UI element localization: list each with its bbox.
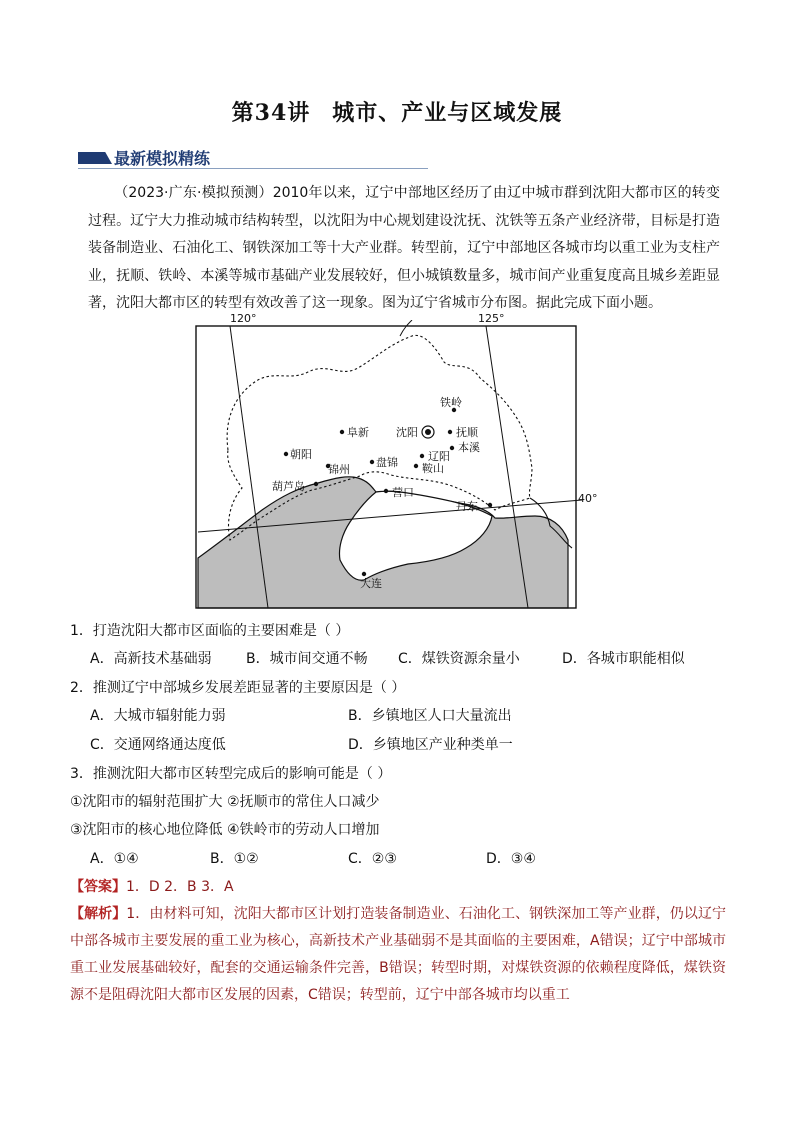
statement-line-2: ③沈阳市的核心地位降低 ④铁岭市的劳动人口增加 (70, 822, 380, 838)
lat-label-40: 40° (578, 492, 598, 505)
city-label-huludao: 葫芦岛 (272, 480, 305, 493)
question-passage (88, 180, 720, 318)
section-banner (78, 146, 428, 169)
option-d[interactable]: D．③④ (486, 851, 536, 867)
option-a[interactable]: A．高新技术基础弱 (90, 651, 212, 667)
option-b[interactable]: B．①② (210, 851, 259, 867)
analysis-tag: 【解析】 (70, 906, 127, 922)
option-a[interactable]: A．①④ (90, 851, 139, 867)
city-label-dalian: 大连 (360, 577, 382, 590)
city-dot-liaoyang (420, 454, 424, 458)
liaoning-city-map (190, 312, 610, 610)
option-b[interactable]: B．城市间交通不畅 (246, 651, 368, 667)
passage-source: （2023·广东·模拟预测） (114, 185, 273, 201)
statement-line-1: ①沈阳市的辐射范围扩大 ②抚顺市的常住人口减少 (70, 794, 380, 810)
city-label-jinzhou: 锦州 (328, 463, 350, 476)
city-dot-panjin (370, 460, 374, 464)
option-c[interactable]: C．②③ (348, 851, 397, 867)
city-dot-benxi (450, 446, 454, 450)
lecture-number: 第34讲 (231, 100, 311, 126)
analysis-block (70, 901, 726, 1009)
option-d[interactable]: D．各城市职能相似 (562, 651, 685, 667)
city-label-chaoyang: 朝阳 (290, 448, 312, 461)
banner-bar-icon (78, 152, 112, 164)
answer-text: 1．D 2．B 3．A (126, 879, 234, 895)
city-dot-fuxin (340, 430, 344, 434)
map-graphic (190, 320, 610, 610)
city-label-panjin: 盘锦 (376, 456, 398, 469)
city-label-dandong: 丹东 (456, 500, 478, 513)
city-dot-yingkou (384, 489, 388, 493)
city-dot-shenyang-core (425, 429, 431, 435)
city-dot-dandong (488, 503, 492, 507)
question-stem: 2．推测辽宁中部城乡发展差距显著的主要原因是（ ） (70, 680, 406, 696)
city-label-fuxin: 阜新 (347, 426, 369, 439)
lon-label-120: 120° (230, 312, 257, 325)
option-b[interactable]: B．乡镇地区人口大量流出 (348, 708, 512, 724)
question-stem: 1．打造沈阳大都市区面临的主要困难是（ ） (70, 623, 350, 639)
answer-tag: 【答案】 (70, 879, 126, 895)
option-c[interactable]: C．交通网络通达度低 (90, 737, 226, 753)
city-dot-chaoyang (284, 452, 288, 456)
question-stem: 3．推测沈阳大都市区转型完成后的影响可能是（ ） (70, 766, 392, 782)
passage-text: 2010年以来，辽宁中部地区经历了由辽中城市群到沈阳大都市区的转变过程。辽宁大力推动城市结构转型，以沈阳为中心规划建设沈抚、沈铁等五条产业经济带，目标是打造装备制造业、石油化工、钢铁深加工等十大产业群。转型前，辽宁中部地区各城市均以重工业为支柱产业，抚顺、铁岭、本溪等城市基础产业发展较好，但小城镇数量多，城市间产业重复度高且城乡差距显著，沈阳大都市区的转型有效改善了这一现象。图为辽宁省城市分布图。据此完成下面小题。 (88, 185, 720, 311)
city-label-fushun: 抚顺 (456, 426, 478, 439)
page-title (0, 96, 794, 127)
city-label-yingkou: 营口 (392, 486, 414, 499)
option-c[interactable]: C．煤铁资源余量小 (398, 651, 520, 667)
option-a[interactable]: A．大城市辐射能力弱 (90, 708, 226, 724)
lon-label-125: 125° (478, 312, 505, 325)
city-label-shenyang: 沈阳 (396, 426, 418, 439)
city-dot-huludao (314, 482, 318, 486)
lecture-topic: 城市、产业与区域发展 (332, 100, 563, 126)
city-label-benxi: 本溪 (458, 441, 480, 454)
analysis-text: 1．由材料可知，沈阳大都市区计划打造装备制造业、石油化工、钢铁深加工等产业群，仍以辽宁中部各城市主要发展的重工业为核心，高新技术产业基础弱不是其面临的主要困难，A错误；辽宁中部城市重工业发展基础较好，配套的交通运输条件完善，B错误；转型时期，对煤铁资源的依赖程度降低，煤铁资源不是阻碍沈阳大都市区发展的因素，C错误；转型前，辽宁中部各城市均以重工 (70, 906, 727, 1003)
section-label: 最新模拟精练 (114, 149, 211, 168)
city-dot-anshan (414, 464, 418, 468)
city-dot-fushun (448, 430, 452, 434)
city-label-liaoyang: 辽阳 (428, 450, 450, 463)
city-label-anshan: 鞍山 (422, 462, 444, 475)
north-region (400, 320, 412, 336)
city-label-tieling: 铁岭 (440, 396, 462, 409)
answer-line (70, 876, 726, 896)
option-d[interactable]: D．乡镇地区产业种类单一 (348, 737, 513, 753)
